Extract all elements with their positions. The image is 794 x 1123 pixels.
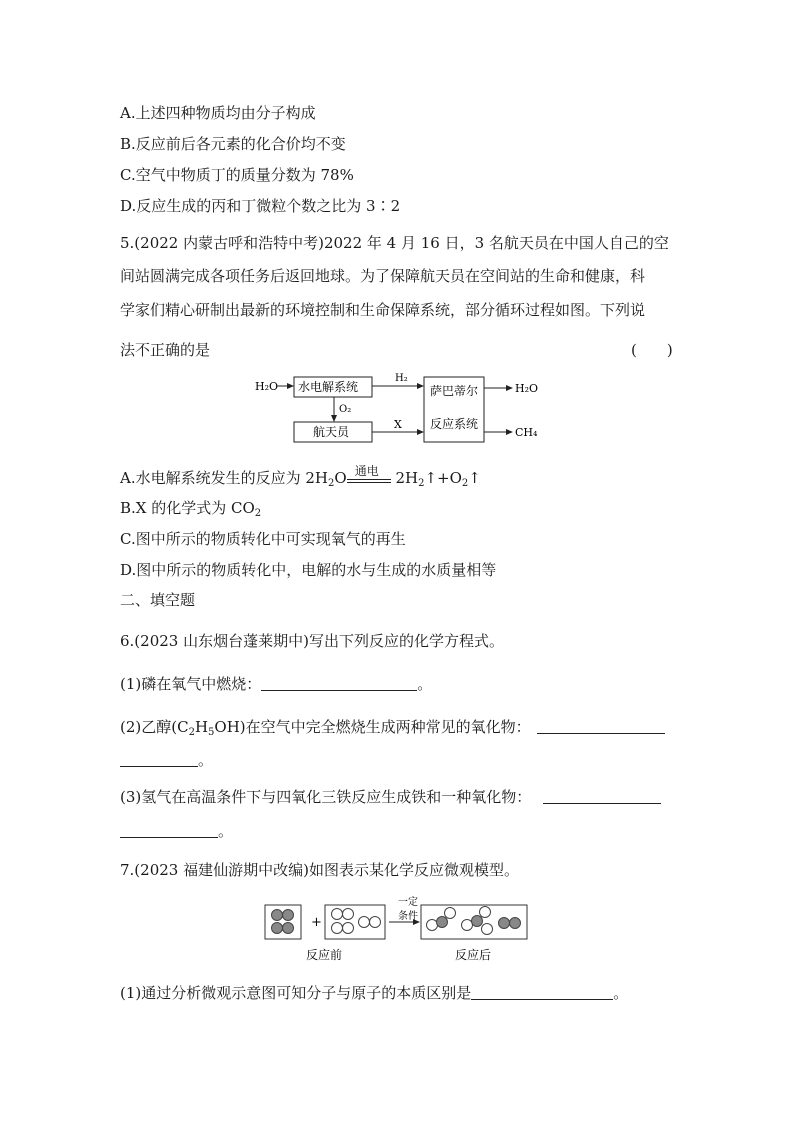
white-atom — [332, 923, 343, 934]
q4-option-d: D.反应生成的丙和丁微粒个数之比为 3∶2 — [120, 197, 401, 215]
q6-part2-cont — [120, 750, 213, 770]
white-atom — [370, 917, 381, 928]
q4-option-b: B.反应前后各元素的化合价均不变 — [120, 135, 346, 153]
q5-stem-line3: 学家们精心研制出最新的环境控制和生命保障系统，部分循环过程如图。下列说 — [120, 301, 646, 319]
white-atom — [480, 907, 491, 918]
answer-blank-q6-1[interactable] — [261, 675, 417, 691]
q6-part1 — [120, 674, 432, 694]
o2-label: O₂ — [339, 404, 352, 415]
q6-part3 — [120, 787, 661, 807]
output-h2o-label: H₂O — [515, 382, 539, 395]
q6-part2-text: OH)在空气中完全燃烧生成两种常见的氧化物： — [214, 718, 531, 736]
answer-blank-q6-3b[interactable] — [120, 822, 218, 838]
gray-atom — [437, 917, 448, 928]
gray-atom — [283, 923, 294, 934]
gray-atom — [510, 918, 521, 929]
q6-part1-text: (1)磷在氧气中燃烧： — [120, 675, 262, 693]
q6-part3-text: (3)氢气在高温条件下与四氧化三铁反应生成铁和一种氧化物： — [120, 788, 532, 806]
q5-option-b-text: B.X 的化学式为 CO — [120, 499, 255, 517]
white-atom — [462, 920, 473, 931]
gray-atom — [272, 910, 283, 921]
answer-blank-q6-2a[interactable] — [537, 718, 665, 734]
answer-blank-q7-1[interactable] — [471, 984, 613, 1000]
white-atom — [332, 909, 343, 920]
x-label: X — [394, 418, 402, 431]
white-atom — [343, 909, 354, 920]
electrify-label: 通电 — [354, 464, 379, 478]
micro-model-diagram — [262, 893, 532, 965]
q4-option-c: C.空气中物质丁的质量分数为 78% — [120, 166, 354, 184]
q6-part2-prefix: (2)乙醇(C — [120, 718, 189, 736]
before-label: 反应前 — [306, 948, 343, 962]
life-support-diagram — [250, 368, 550, 448]
q7-part1 — [120, 983, 628, 1003]
condition-line2: 条件 — [398, 911, 418, 922]
gray-atom — [272, 923, 283, 934]
q6-stem: 6.(2023 山东烟台蓬莱期中)写出下列反应的化学方程式。 — [120, 632, 504, 650]
period: 。 — [218, 822, 234, 840]
section-fill-blank: 二、填空题 — [120, 591, 196, 609]
after-label: 反应后 — [455, 948, 492, 962]
q6-part2: (2)乙醇$(C_2H_5OH)$在空气中完全燃烧生成两种常见的氧化物： — [120, 717, 665, 737]
input-h2o-label: H₂O — [255, 380, 279, 393]
reactant-box-1 — [265, 905, 301, 939]
q5-option-d: D.图中所示的物质转化中，电解的水与生成的水质量相等 — [120, 561, 497, 579]
answer-blank-q6-3a[interactable] — [543, 788, 661, 804]
gray-atom — [499, 918, 510, 929]
condition-line1: 一定 — [398, 897, 418, 908]
q5-stem-line2: 间站圆满完成各项任务后返回地球。为了保障航天员在空间站的生命和健康，科 — [120, 267, 646, 285]
gray-atom — [472, 916, 483, 927]
gray-atom — [283, 910, 294, 921]
q5-stem-line1: 5.(2022 内蒙古呼和浩特中考)2022 年 4 月 16 日，3 名航天员在中国人自己的空 — [120, 234, 669, 252]
answer-blank-q6-2b[interactable] — [120, 751, 198, 767]
q5-option-a-prefix: A.水电解系统发生的反应为 2H — [120, 469, 328, 487]
q5-stem-line4: 法不正确的是 — [120, 341, 211, 359]
electrify-condition — [347, 464, 391, 489]
plus-sign: + — [311, 915, 322, 930]
q5-option-c: C.图中所示的物质转化中可实现氧气的再生 — [120, 530, 406, 548]
astronaut-label: 航天员 — [313, 425, 350, 439]
electrolysis-label: 水电解系统 — [298, 380, 359, 394]
white-atom — [482, 924, 493, 935]
q5-option-b: B.X 的化学式为 $CO_2$ — [120, 499, 262, 519]
h2-label: H₂ — [395, 373, 408, 384]
q7-stem: 7.(2023 福建仙游期中改编)如图表示某化学反应微观模型。 — [120, 861, 519, 879]
q5-option-a: A.水电解系统发生的反应为 $2H_2O$ 通电 $2H_2↑+O_2↑$ — [120, 468, 481, 489]
q4-option-a: A.上述四种物质均由分子构成 — [120, 104, 316, 122]
white-atom — [427, 920, 438, 931]
white-atom — [359, 917, 370, 928]
sabatier-label-1: 萨巴蒂尔 — [430, 384, 479, 398]
white-atom — [343, 923, 354, 934]
white-atom — [445, 908, 456, 919]
output-ch4-label: CH₄ — [515, 426, 538, 439]
period: 。 — [198, 751, 214, 769]
q7-part1-text: (1)通过分析微观示意图可知分子与原子的本质区别是 — [120, 984, 472, 1002]
answer-paren: ( ) — [631, 341, 673, 359]
sabatier-label-2: 反应系统 — [430, 417, 479, 431]
q6-part3-cont — [120, 821, 233, 841]
period: 。 — [417, 675, 433, 693]
period: 。 — [613, 984, 629, 1002]
